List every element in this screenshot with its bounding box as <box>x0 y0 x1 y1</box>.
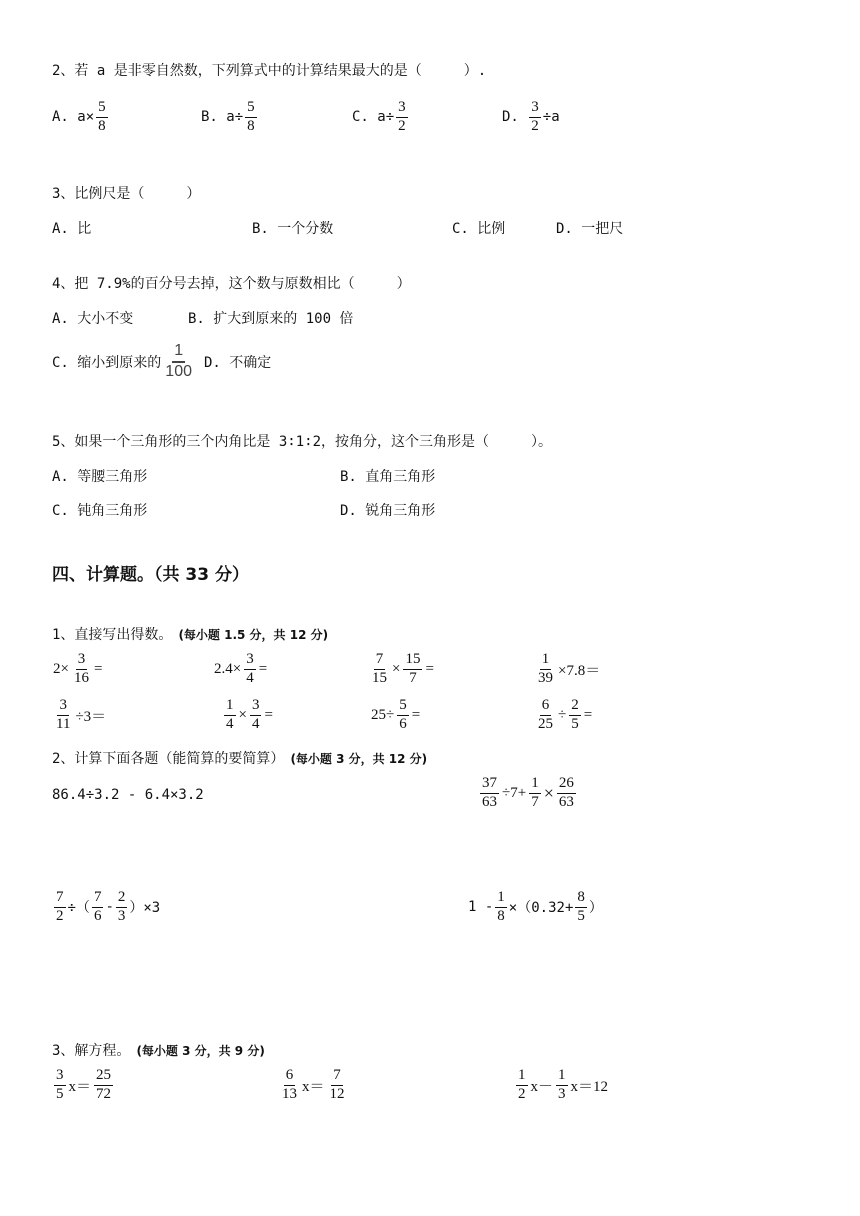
q4-option-d[interactable]: D. 不确定 <box>204 354 272 371</box>
numerator: 3 <box>396 100 408 118</box>
calc-item-6 <box>222 698 274 733</box>
expression-text: = <box>411 706 421 723</box>
calc-item-8 <box>534 698 593 733</box>
q2-option-b[interactable] <box>201 100 259 135</box>
equation-item-3 <box>514 1068 609 1103</box>
expression-text: 2× <box>53 660 69 677</box>
denominator: 4 <box>246 669 254 686</box>
q3-option-d[interactable]: D. 一把尺 <box>556 221 624 237</box>
fraction <box>94 1068 113 1103</box>
denominator: 2 <box>398 117 406 134</box>
q4-c-fraction <box>163 343 194 381</box>
expression-text: x＝ <box>302 1078 325 1095</box>
part2-heading <box>52 748 427 768</box>
simplify-item-2 <box>478 776 578 811</box>
expression-text: × <box>238 706 247 723</box>
q3-option-a[interactable]: A. 比 <box>52 221 92 237</box>
q2-a-label: A. <box>52 109 69 126</box>
numerator: 1 <box>529 776 541 794</box>
part3-score-note: (每小题 3 分，共 9 分) <box>136 1043 265 1058</box>
equation-item-2 <box>278 1068 349 1103</box>
fraction <box>54 1068 66 1103</box>
numerator: 3 <box>54 1068 66 1086</box>
numerator: 8 <box>575 890 587 908</box>
numerator: 7 <box>331 1068 343 1086</box>
denominator: 4 <box>251 715 260 732</box>
q2-c-expr: a÷ <box>377 109 395 126</box>
denominator: 5 <box>56 1085 64 1102</box>
expression-text: ×7.8＝ <box>558 662 601 679</box>
expression-text: = <box>258 660 268 677</box>
q2-b-fraction <box>245 100 257 135</box>
q2-option-c[interactable] <box>352 100 410 135</box>
fraction <box>224 698 236 733</box>
expression-text: x＝12 <box>570 1078 609 1095</box>
denominator: 8 <box>98 117 106 134</box>
denominator: 7 <box>531 793 539 810</box>
expression-text: × <box>543 782 554 803</box>
numerator: 3 <box>250 698 262 716</box>
fraction <box>403 652 422 687</box>
denominator: 6 <box>93 907 102 924</box>
expression-text: ÷（ <box>67 900 90 917</box>
part1-heading <box>52 624 328 644</box>
fraction <box>557 776 576 811</box>
q2-d-label: D. <box>502 109 519 126</box>
fraction <box>370 652 389 687</box>
q3-option-c[interactable]: C. 比例 <box>452 221 506 237</box>
numerator: 6 <box>540 698 552 716</box>
part1-title: 1、直接写出得数。 <box>52 627 173 643</box>
numerator: 5 <box>96 100 108 118</box>
numerator: 3 <box>57 698 69 716</box>
q2-b-label: B. <box>201 109 218 126</box>
numerator: 5 <box>245 100 257 118</box>
numerator: 1 <box>540 652 552 670</box>
fraction <box>250 698 262 733</box>
fraction <box>54 698 72 733</box>
fraction <box>328 1068 347 1103</box>
fraction <box>556 1068 568 1103</box>
q4-option-c[interactable] <box>52 343 271 381</box>
expression-text: ÷ <box>558 706 567 723</box>
q2-option-a[interactable] <box>52 100 110 135</box>
denominator: 5 <box>571 715 579 732</box>
numerator: 6 <box>284 1068 296 1086</box>
calc-item-3 <box>368 652 435 687</box>
part2-title: 2、计算下面各题（能简算的要简算） <box>52 751 285 767</box>
fraction <box>54 890 66 925</box>
denominator: 15 <box>372 669 387 686</box>
equation-item-1 <box>52 1068 115 1103</box>
q2-option-d[interactable] <box>502 100 560 135</box>
denominator: 16 <box>73 669 89 686</box>
calc-item-7 <box>370 698 421 733</box>
denominator: 72 <box>96 1085 112 1102</box>
denominator: 3 <box>117 907 126 924</box>
denominator: 2 <box>56 907 64 924</box>
expression-text: 2.4× <box>214 660 242 677</box>
denominator: 6 <box>399 715 407 732</box>
q3-option-b[interactable]: B. 一个分数 <box>252 221 334 237</box>
denominator: 12 <box>329 1085 345 1102</box>
expression-text: = <box>264 706 273 723</box>
fraction <box>516 1068 528 1103</box>
fraction <box>280 1068 299 1103</box>
calc-item-4 <box>534 652 601 687</box>
simplify-item-1: 86.4÷3.2 - 6.4×3.2 <box>52 787 204 803</box>
denominator: 63 <box>558 793 574 810</box>
numerator: 7 <box>54 890 66 908</box>
numerator: 7 <box>92 890 104 908</box>
q5-option-a[interactable]: A. 等腰三角形 <box>52 469 148 485</box>
denominator: 2 <box>518 1085 526 1102</box>
denominator: 39 <box>538 669 553 686</box>
q2-d-fraction <box>529 100 541 135</box>
expression-text: = <box>93 660 103 677</box>
numerator: 3 <box>529 100 541 118</box>
part3-heading <box>52 1040 265 1060</box>
fraction <box>397 698 409 733</box>
denominator: 4 <box>226 715 234 732</box>
numerator: 1 <box>224 698 236 716</box>
q2-stem: 2、若 a 是非零自然数，下列算式中的计算结果最大的是（ ）. <box>52 63 487 79</box>
expression-text: ） <box>588 900 603 917</box>
fraction <box>116 890 128 925</box>
denominator: 13 <box>282 1085 297 1102</box>
numerator: 7 <box>374 652 386 670</box>
numerator: 1 <box>516 1068 528 1086</box>
fraction <box>244 652 256 687</box>
denominator: 11 <box>56 715 71 732</box>
expression-text: - <box>105 899 114 916</box>
simplify-item-4 <box>468 890 603 925</box>
calc-item-5 <box>52 698 107 733</box>
q2-c-fraction <box>396 100 408 135</box>
denominator: 8 <box>497 907 505 924</box>
expression-text: ÷3＝ <box>75 708 107 725</box>
fraction <box>72 652 91 687</box>
fraction <box>575 890 587 925</box>
denominator: 5 <box>577 907 585 924</box>
calc-item-1 <box>52 652 103 687</box>
simplify-item-3 <box>52 890 160 925</box>
q2-d-expr: ÷a <box>542 109 560 126</box>
fraction <box>495 890 507 925</box>
part3-title: 3、解方程。 <box>52 1043 131 1059</box>
section-title: 四、计算题。（共 33 分） <box>52 565 249 585</box>
part1-score-note: (每小题 1.5 分，共 12 分) <box>178 627 329 642</box>
numerator: 5 <box>397 698 409 716</box>
expression-text: 25÷ <box>371 706 395 723</box>
denominator: 7 <box>409 669 417 686</box>
calc-item-2 <box>213 652 268 687</box>
q2-a-fraction <box>96 100 108 135</box>
expression-text: ）×3 <box>129 900 161 917</box>
numerator: 2 <box>569 698 581 716</box>
q2-c-label: C. <box>352 109 369 126</box>
expression-text: x＝ <box>68 1078 92 1095</box>
q4-option-a[interactable]: A. 大小不变 <box>52 311 134 327</box>
numerator: 1 <box>495 890 507 908</box>
numerator: 2 <box>116 890 128 908</box>
fraction <box>536 698 555 733</box>
numerator: 37 <box>480 776 499 794</box>
expression-text: = <box>583 706 593 723</box>
q5-option-d[interactable]: D. 锐角三角形 <box>340 503 436 519</box>
expression-text: x－ <box>530 1078 554 1095</box>
expression-text: ÷7+ <box>502 784 527 801</box>
expression-text: 1 - <box>468 899 494 916</box>
expression-text: × <box>392 660 401 677</box>
fraction <box>569 698 581 733</box>
denominator: 3 <box>558 1085 566 1102</box>
numerator: 1 <box>556 1068 568 1086</box>
numerator: 25 <box>94 1068 113 1086</box>
numerator: 1 <box>172 343 185 363</box>
numerator: 15 <box>403 652 422 670</box>
denominator: 25 <box>538 715 553 732</box>
q2-a-expr: a× <box>77 109 95 126</box>
q5-option-c[interactable]: C. 钝角三角形 <box>52 503 148 519</box>
denominator: 8 <box>247 117 255 134</box>
expression-text: = <box>425 660 434 677</box>
numerator: 26 <box>557 776 576 794</box>
numerator: 3 <box>244 652 256 670</box>
fraction <box>529 776 541 811</box>
denominator: 100 <box>165 362 192 380</box>
denominator: 2 <box>531 117 539 134</box>
numerator: 3 <box>76 652 88 670</box>
q4-c-text: C. 缩小到原来的 <box>52 354 162 371</box>
q3-stem: 3、比例尺是（ ） <box>52 186 201 202</box>
q5-option-b[interactable]: B. 直角三角形 <box>340 469 436 485</box>
q4-stem: 4、把 7.9%的百分号去掉，这个数与原数相比（ ） <box>52 276 411 292</box>
q5-stem: 5、如果一个三角形的三个内角比是 3∶1∶2，按角分，这个三角形是（ ）。 <box>52 434 552 450</box>
fraction <box>92 890 104 925</box>
fraction <box>536 652 555 687</box>
part2-score-note: (每小题 3 分，共 12 分) <box>290 751 428 766</box>
q4-option-b[interactable]: B. 扩大到原来的 100 倍 <box>188 311 354 327</box>
q2-b-expr: a÷ <box>226 109 244 126</box>
expression-text: ×（0.32+ <box>508 900 574 917</box>
denominator: 63 <box>482 793 497 810</box>
fraction <box>480 776 499 811</box>
